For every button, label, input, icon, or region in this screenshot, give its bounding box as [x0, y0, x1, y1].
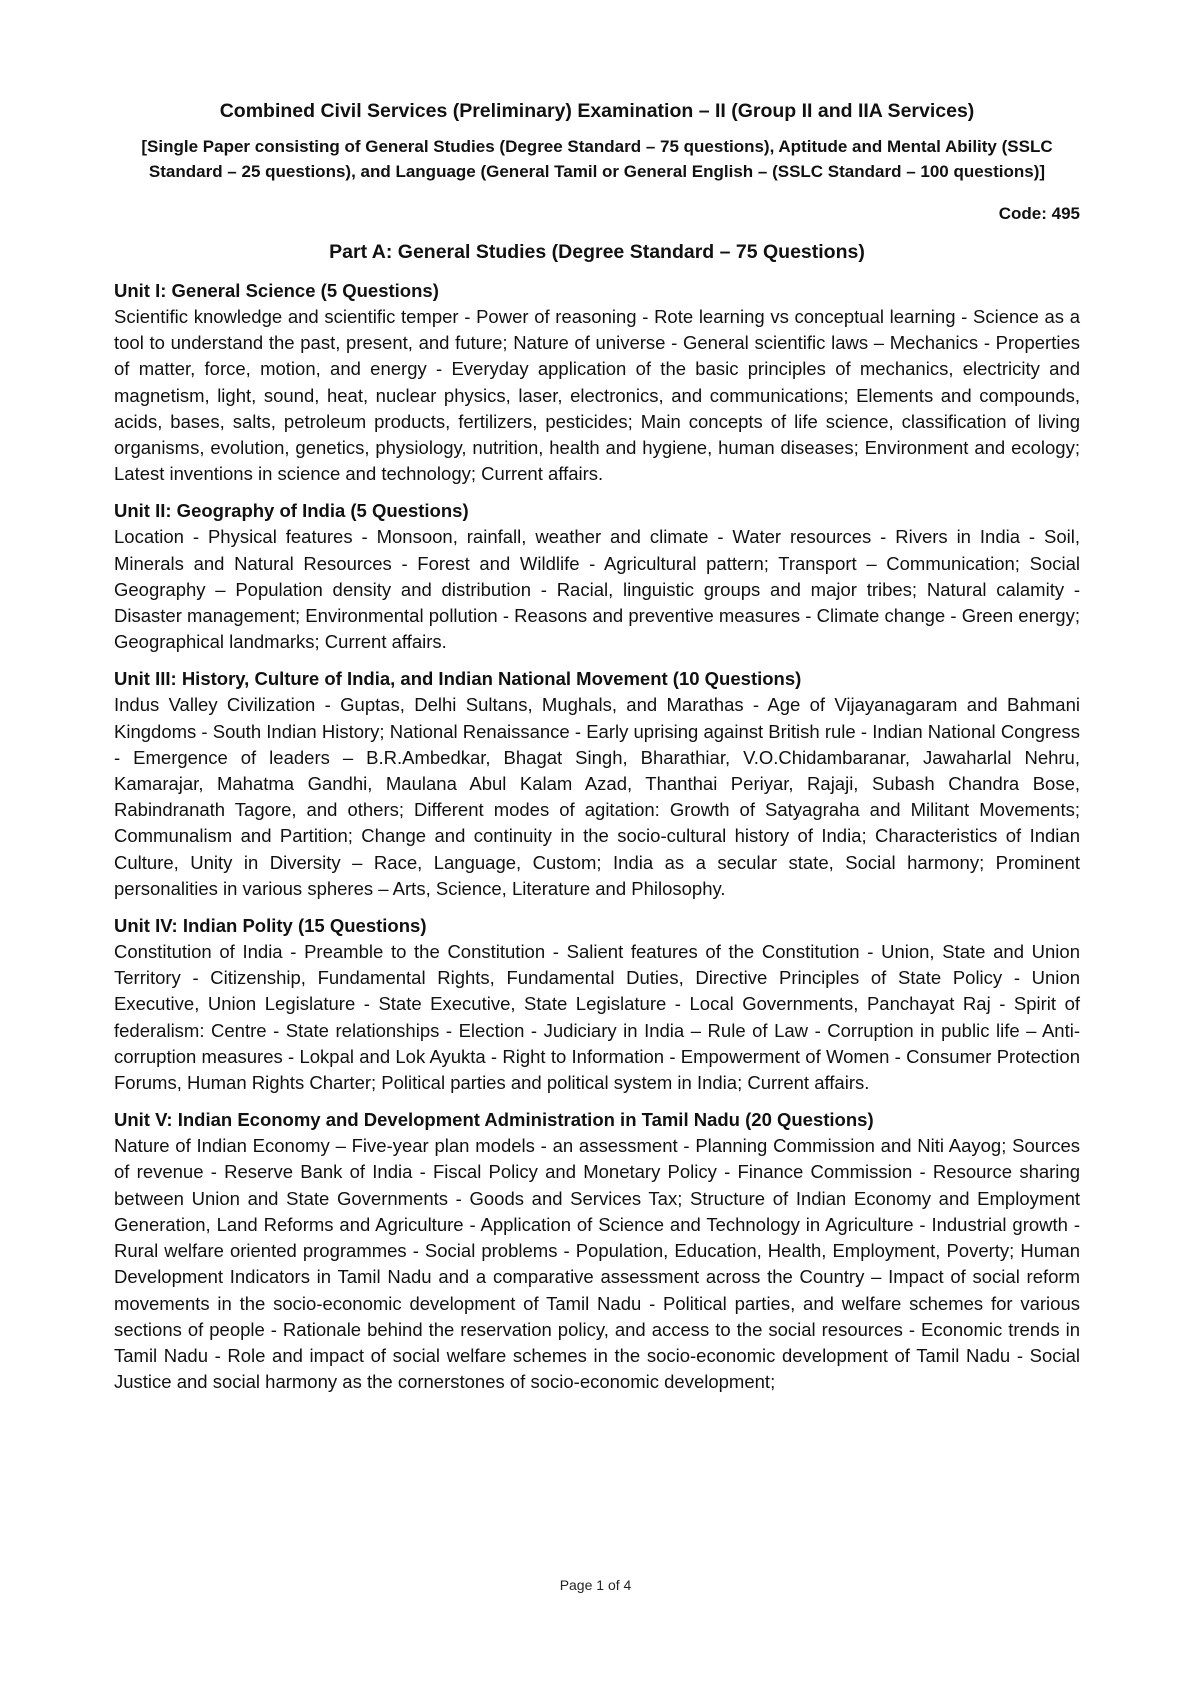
page-number: Page 1 of 4 — [559, 1577, 632, 1593]
exam-code: Code: 495 — [998, 204, 1080, 223]
unit-section-2 — [114, 498, 1080, 655]
unit-heading: Unit V: Indian Economy and Development Administration in Tamil Nadu (20 Questions) — [114, 1109, 874, 1131]
page-footer — [0, 1576, 1191, 1594]
unit-section-4 — [114, 913, 1080, 1096]
unit-body: Scientific knowledge and scientific temper - Power of reasoning - Rote learning vs conceptual learning - Science as a tool to understand the past, present, and future; Nature of universe - General scientific laws – Mechanics - Properties of matter, force, motion, and energy - Everyday application of the basic principles of mechanics, electricity and magnetism, light, sound, heat, nuclear physics, laser, electronics, and communications; Elements and compounds, acids, bases, salts, petroleum products, fertilizers, pesticides; Main concepts of life science, classification of living organisms, evolution, genetics, physiology, nutrition, health and hygiene, human diseases; Environment and ecology; Latest inventions in science and technology; Current affairs. — [114, 306, 1080, 485]
document-subtitle: [Single Paper consisting of General Studies (Degree Standard – 75 questions), Aptitude and Mental Ability (SSLC Standard – 25 questions), and Language (General Tamil or General English – (SSLC Standard – 100 questions)] — [141, 137, 1053, 181]
unit-heading: Unit IV: Indian Polity (15 Questions) — [114, 915, 427, 937]
unit-section-1 — [114, 278, 1080, 487]
unit-heading: Unit III: History, Culture of India, and Indian National Movement (10 Questions) — [114, 668, 802, 690]
part-title: Part A: General Studies (Degree Standard – 75 Questions) — [329, 241, 865, 263]
unit-section-5 — [114, 1107, 1080, 1395]
unit-heading: Unit II: Geography of India (5 Questions) — [114, 500, 469, 522]
unit-section-3 — [114, 666, 1080, 902]
unit-body: Nature of Indian Economy – Five-year plan models - an assessment - Planning Commission and Niti Aayog; Sources of revenue - Reserve Bank of India - Fiscal Policy and Monetary Policy - Finance Commission - Resource sharing between Union and State Governments - Goods and Services Tax; Structure of Indian Economy and Employment Generation, Land Reforms and Agriculture - Application of Science and Technology in Agriculture - Industrial growth - Rural welfare oriented programmes - Social problems - Population, Education, Health, Employment, Poverty; Human Development Indicators in Tamil Nadu and a comparative assessment across the Country – Impact of social reform movements in the socio-economic development of Tamil Nadu - Political parties, and welfare schemes for various sections of people - Rationale behind the reservation policy, and access to the social resources - Economic trends in Tamil Nadu - Role and impact of social welfare schemes in the socio-economic development of Tamil Nadu - Social Justice and social harmony as the cornerstones of socio-economic development; — [114, 1135, 1080, 1393]
unit-body: Location - Physical features - Monsoon, rainfall, weather and climate - Water resources - Rivers in India - Soil, Minerals and Natural Resources - Forest and Wildlife - Agricultural pattern; Transport – Communication; Social Geography – Population density and distribution - Racial, linguistic groups and major tribes; Natural calamity - Disaster management; Environmental pollution - Reasons and preventive measures - Climate change - Green energy; Geographical landmarks; Current affairs. — [114, 526, 1080, 653]
document-page — [114, 98, 1080, 1406]
document-title: Combined Civil Services (Preliminary) Examination – II (Group II and IIA Services) — [219, 100, 975, 122]
unit-body: Indus Valley Civilization - Guptas, Delhi Sultans, Mughals, and Marathas - Age of Vijayanagaram and Bahmani Kingdoms - South Indian History; National Renaissance - Early uprising against British rule - Indian National Congress - Emergence of leaders – B.R.Ambedkar, Bhagat Singh, Bharathiar, V.O.Chidambaranar, Jawaharlal Nehru, Kamarajar, Mahatma Gandhi, Maulana Abul Kalam Azad, Thanthai Periyar, Rajaji, Subash Chandra Bose, Rabindranath Tagore, and others; Different modes of agitation: Growth of Satyagraha and Militant Movements; Communalism and Partition; Change and continuity in the socio-cultural history of India; Characteristics of Indian Culture, Unity in Diversity – Race, Language, Custom; India as a secular state, Social harmony; Prominent personalities in various spheres – Arts, Science, Literature and Philosophy. — [114, 694, 1080, 899]
unit-body: Constitution of India - Preamble to the Constitution - Salient features of the Constitution - Union, State and Union Territory - Citizenship, Fundamental Rights, Fundamental Duties, Directive Principles of State Policy - Union Executive, Union Legislature - State Executive, State Legislature - Local Governments, Panchayat Raj - Spirit of federalism: Centre - State relationships - Election - Judiciary in India – Rule of Law - Corruption in public life – Anti-corruption measures - Lokpal and Lok Ayukta - Right to Information - Empowerment of Women - Consumer Protection Forums, Human Rights Charter; Political parties and political system in India; Current affairs. — [114, 941, 1080, 1094]
unit-heading: Unit I: General Science (5 Questions) — [114, 280, 439, 301]
